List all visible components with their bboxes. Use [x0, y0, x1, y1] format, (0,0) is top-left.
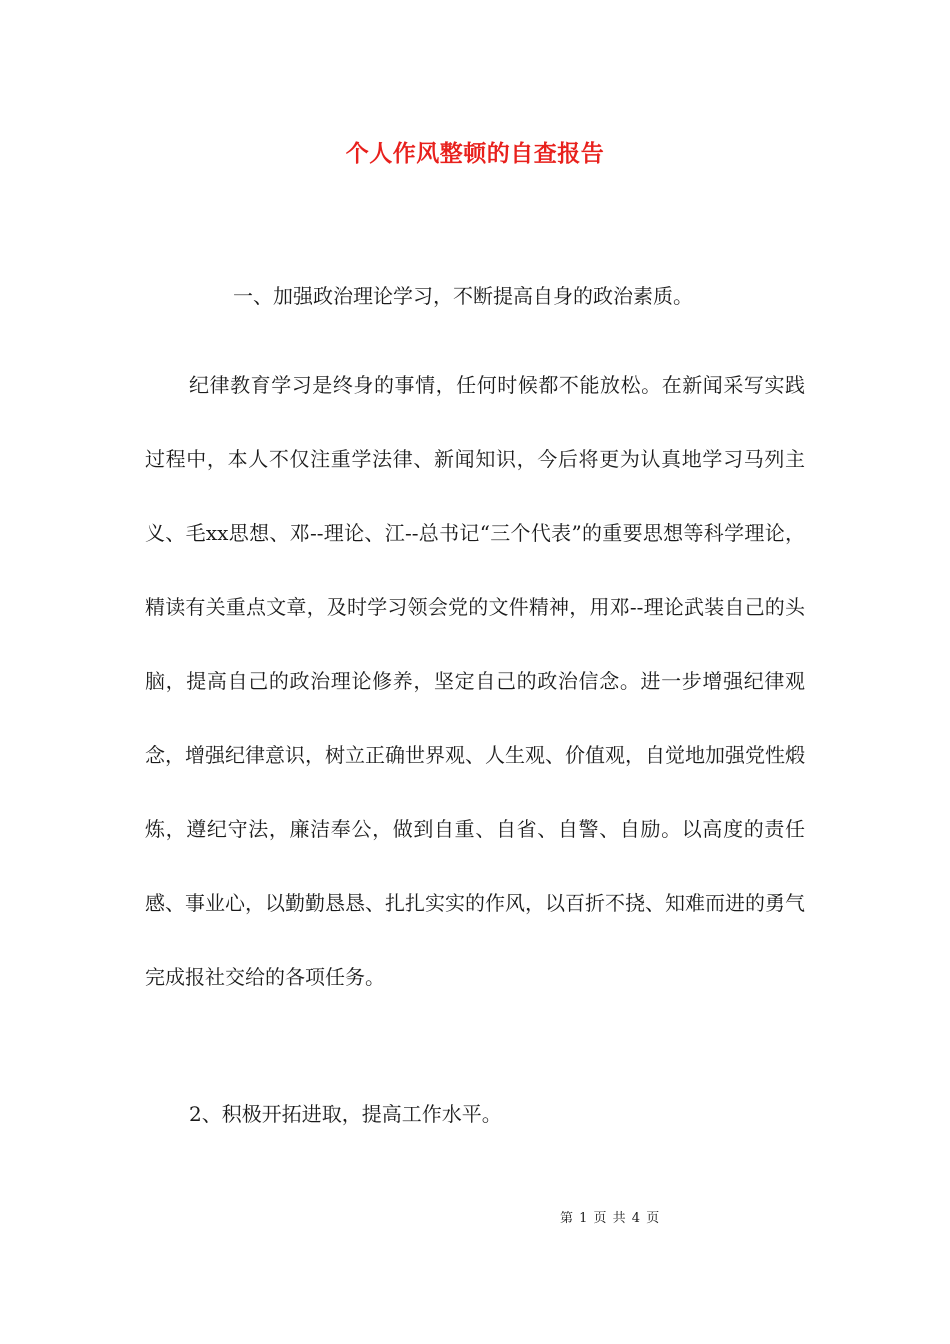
section-heading-2: 2、积极开拓进取，提高工作水平。: [189, 1102, 502, 1126]
document-title: 个人作风整顿的自查报告: [345, 140, 605, 167]
section-heading-1: 一、加强政治理论学习，不断提高自身的政治素质。: [233, 284, 693, 308]
page-number-footer: 第 1 页 共 4 页: [560, 1211, 661, 1226]
section-paragraph-1: 纪律教育学习是终身的事情，任何时候都不能放松。在新闻采写实践过程中，本人不仅注重学法律、新闻知识，今后将更为认真地学习马列主义、毛xx思想、邓--理论、江--总书记“三个代表”的重要思想等科学理论，精读有关重点文章，及时学习领会党的文件精神，用邓--理论武装自己的头脑，提高自己的政治理论修养，坚定自己的政治信念。进一步增强纪律观念，增强纪律意识，树立正确世界观、人生观、价值观，自觉地加强党性煅炼，遵纪守法，廉洁奉公，做到自重、自省、自警、自励。以高度的责任感、事业心，以勤勤恳恳、扎扎实实的作风，以百折不挠、知难而进的勇气完成报社交给的各项任务。: [145, 373, 805, 989]
